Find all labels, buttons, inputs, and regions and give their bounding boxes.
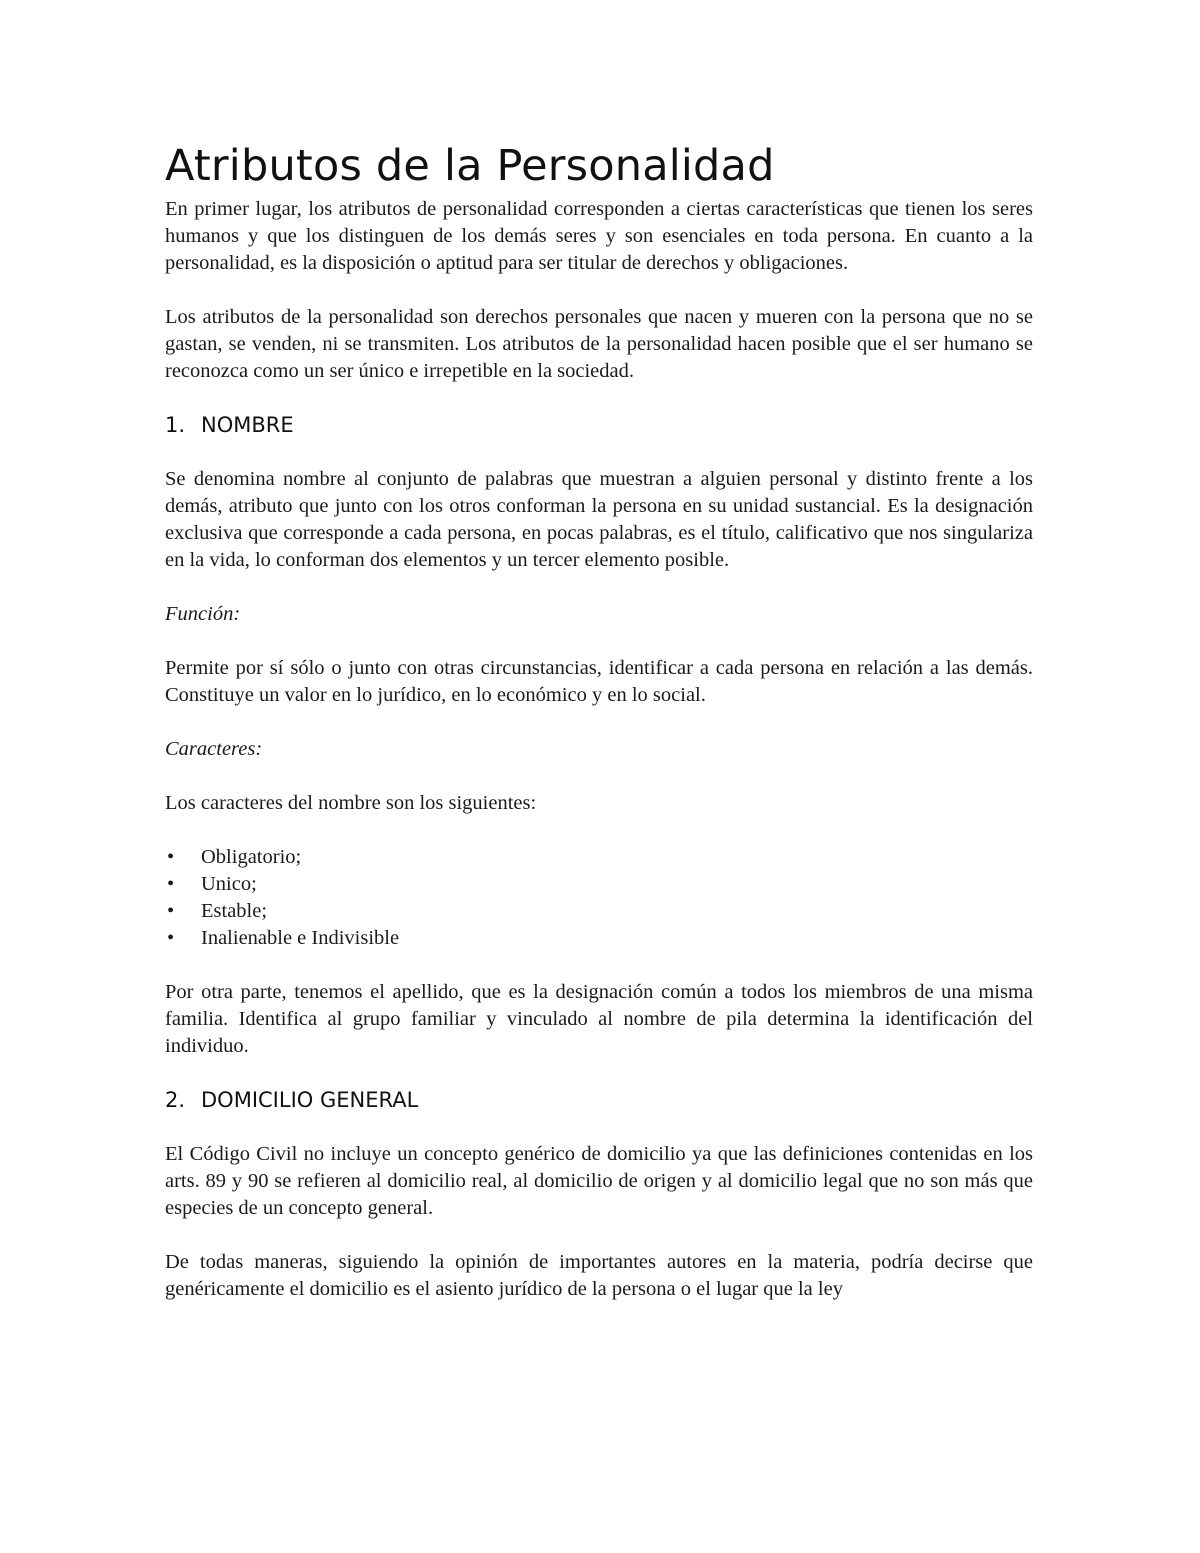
section-heading-text: NOMBRE bbox=[201, 413, 294, 437]
list-item: • Estable; bbox=[165, 898, 1033, 925]
bullet-icon: • bbox=[167, 900, 175, 922]
section-heading-nombre bbox=[165, 412, 1033, 439]
list-item: • Unico; bbox=[165, 871, 1033, 898]
section-heading-text: DOMICILIO GENERAL bbox=[201, 1088, 419, 1112]
section-number: 1. bbox=[165, 413, 186, 437]
section-heading-domicilio bbox=[165, 1087, 1033, 1114]
bullet-icon: • bbox=[167, 927, 175, 949]
bullet-icon: • bbox=[167, 873, 175, 895]
caracteres-list bbox=[165, 844, 1033, 952]
caracteres-subheading: Caracteres: bbox=[165, 738, 263, 760]
bullet-icon: • bbox=[167, 846, 175, 868]
funcion-paragraph: Permite por sí sólo o junto con otras circunstancias, identificar a cada persona en relación a las demás. Constituye un valor en lo jurídico, en lo económico y en lo social. bbox=[165, 657, 1033, 706]
list-item: • Obligatorio; bbox=[165, 844, 1033, 871]
nombre-definition-paragraph: Se denomina nombre al conjunto de palabras que muestran a alguien personal y distinto frente a los demás, atributo que junto con los otros conforman la persona en su unidad sustancial. Es la designación exclusiva que corresponde a cada persona, en pocas palabras, es el título, calificativo que nos singulariza en la vida, lo conforman dos elementos y un tercer elemento posible. bbox=[165, 468, 1033, 571]
document-body bbox=[165, 140, 1033, 1330]
intro-paragraph-1: En primer lugar, los atributos de personalidad corresponden a ciertas características que tienen los seres humanos y que los distinguen de los demás seres y son esenciales en toda persona. En cuanto a la personalidad, es la disposición o aptitud para ser titular de derechos y obligaciones. bbox=[165, 198, 1033, 274]
list-item: • Inalienable e Indivisible bbox=[165, 925, 1033, 952]
domicilio-paragraph-2: De todas maneras, siguiendo la opinión de importantes autores en la materia, podría decirse que genéricamente el domicilio es el asiento jurídico de la persona o el lugar que la ley bbox=[165, 1251, 1033, 1300]
funcion-subheading: Función: bbox=[165, 603, 241, 625]
apellido-paragraph: Por otra parte, tenemos el apellido, que es la designación común a todos los miembros de una misma familia. Identifica al grupo familiar y vinculado al nombre de pila determina la identificación del individuo. bbox=[165, 981, 1033, 1057]
document-title: Atributos de la Personalidad bbox=[165, 141, 775, 191]
section-number: 2. bbox=[165, 1088, 186, 1112]
domicilio-paragraph-1: El Código Civil no incluye un concepto genérico de domicilio ya que las definiciones contenidas en los arts. 89 y 90 se refieren al domicilio real, al domicilio de origen y al domicilio legal que no son más que especies de un concepto general. bbox=[165, 1143, 1033, 1219]
caracteres-intro: Los caracteres del nombre son los siguientes: bbox=[165, 792, 537, 814]
intro-paragraph-2: Los atributos de la personalidad son derechos personales que nacen y mueren con la persona que no se gastan, se venden, ni se transmiten. Los atributos de la personalidad hacen posible que el ser humano se reconozca como un ser único e irrepetible en la sociedad. bbox=[165, 306, 1033, 382]
